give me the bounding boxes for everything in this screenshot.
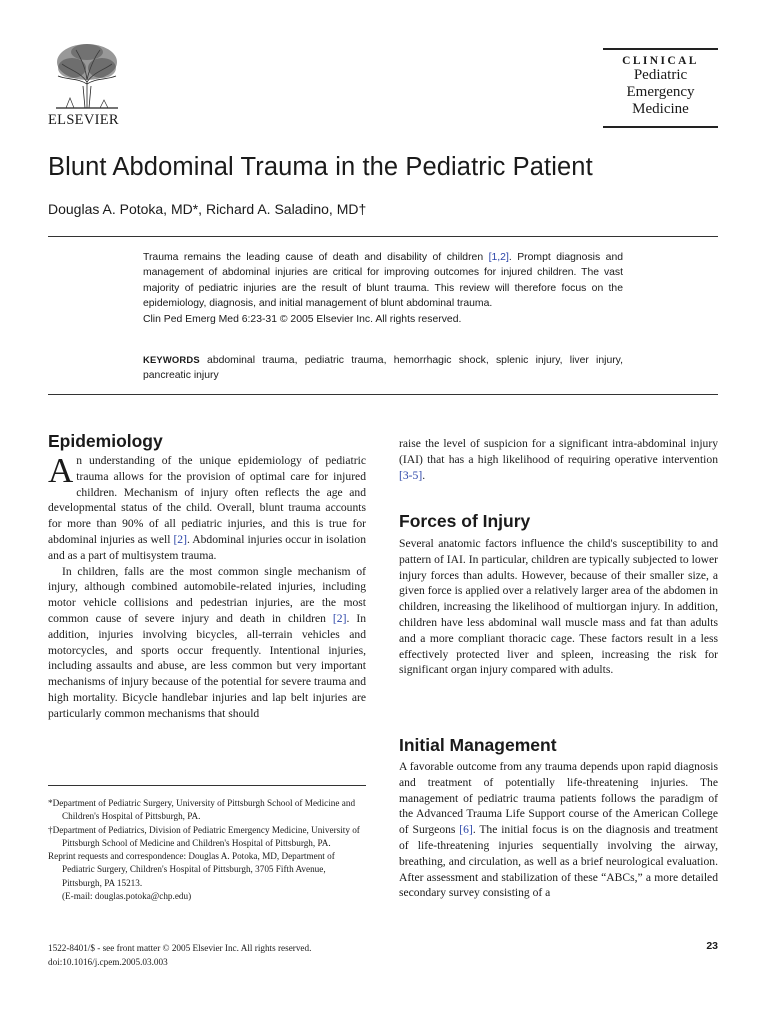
abstract — [143, 250, 623, 327]
citation-link[interactable]: [3-5] — [399, 468, 423, 482]
keywords-text: abdominal trauma, pediatric trauma, hemorrhagic shock, splenic injury, liver injury, pancreatic injury — [143, 355, 623, 382]
section-body-initial-management — [399, 759, 718, 901]
footer-doi: doi:10.1016/j.cpem.2005.03.003 — [48, 957, 168, 967]
paragraph-text: A favorable outcome from any trauma depends upon rapid diagnosis and treatment of potentially life-threatening injuries. The management of pediatric trauma patients follows the paradigm of the Advanced Trauma Life Support course of the American College of Surgeons — [399, 760, 718, 837]
paragraph — [48, 564, 366, 722]
elsevier-logo — [48, 42, 126, 132]
paragraph-text: raise the level of suspicion for a significant intra-abdominal injury (IAI) that has a high likelihood of requiring operative intervention — [399, 437, 718, 466]
journal-logo — [603, 48, 718, 128]
journal-logo-line: Medicine — [632, 101, 689, 117]
footnotes — [48, 797, 366, 903]
paragraph-text: . In addition, injuries involving bicycles, all-terrain vehicles and motorcycles, and sports occur frequently. Intentional injuries, including assaults and abuse, are less common but very important mechanisms of injury because of the potential for severe trauma and high mortality. Bicycle handlebar injuries and lap belt injuries are particularly common mechanisms that should — [48, 611, 366, 720]
paragraph-text: . — [422, 468, 426, 482]
footnote-email: (E-mail: douglas.potoka@chp.edu) — [62, 891, 192, 902]
paragraph-text: . The initial focus is on the diagnosis and treatment of life-threatening injuries sequentially involving the airway, breathing, and circulation, as well as a brief neurological evaluation. After assessment and stabilization of these “ABCs,” a more detailed secondary survey consisting of a — [399, 823, 718, 900]
article-authors: Douglas A. Potoka, MD*, Richard A. Saladino, MD† — [48, 201, 367, 217]
paragraph: Several anatomic factors influence the child's susceptibility to and pattern of IAI. In particular, children are typically subjected to lower injury forces than adults. However, because of their smaller size, a given force is applied over a relatively larger area of the abdomen in children, increasing the likelihood of multiorgan injury. In addition, children have less abdominal wall muscle mass and fat than adults and a more compliant thoracic cage. These factors result in a less effectively protected liver and spleen, increasing the risk for significant organ injury compared with adults. — [399, 537, 718, 677]
citation-link[interactable]: [6] — [459, 823, 473, 837]
footnote: *Department of Pediatric Surgery, University of Pittsburgh School of Medicine and Children's Hospital of Pittsburgh, PA. — [48, 798, 356, 822]
abstract-text-part: . Prompt diagnosis and management of abdominal injuries are critical for improving outcomes for injured children. The vast majority of pediatric injuries are the result of blunt trauma. This review will therefore focus on the epidemiology, diagnosis, and initial management of blunt abdominal trauma. — [143, 252, 624, 310]
citation-link[interactable]: [2] — [332, 611, 347, 625]
journal-logo-line: Emergency — [626, 84, 695, 100]
paragraph — [399, 436, 718, 483]
drop-cap: A — [48, 451, 74, 490]
section-body-forces-of-injury — [399, 536, 718, 678]
abstract-text — [143, 250, 623, 312]
left-column — [48, 431, 366, 722]
paragraph-text: In children, falls are the most common single mechanism of injury, although combined automobile-related injuries, including motor vehicle collisions and pedestrian injuries, are the most common cause of severe injury and death in children — [48, 564, 366, 625]
paragraph — [399, 759, 718, 901]
footnote: †Department of Pediatrics, Division of Pediatric Emergency Medicine, University of Pittsburgh School of Medicine and Children's Hospital of Pittsburgh, PA. — [48, 824, 360, 848]
keywords — [143, 352, 623, 384]
journal-logo-line: Pediatric — [633, 67, 688, 83]
abstract-citation: Clin Ped Emerg Med 6:23-31 © 2005 Elsevier Inc. All rights reserved. — [143, 313, 462, 325]
section-heading-initial-management: Initial Management — [399, 735, 557, 755]
journal-logo-clinical: CLINICAL — [622, 55, 699, 67]
section-body-epidemiology — [48, 453, 366, 722]
footer-issn: 1522-8401/$ - see front matter © 2005 Elsevier Inc. All rights reserved. — [48, 943, 312, 953]
page-footer — [48, 941, 311, 969]
abstract-text-part: Trauma remains the leading cause of death and disability of children — [143, 252, 489, 263]
elsevier-tree-icon — [52, 42, 122, 110]
paragraph — [48, 453, 366, 564]
footnote: Reprint requests and correspondence: Douglas A. Potoka, MD, Department of Pediatric Surgery, Children's Hospital of Pittsburgh, 3705 Fifth Avenue, Pittsburgh, PA 15213. — [48, 851, 335, 888]
section-heading-epidemiology: Epidemiology — [48, 431, 163, 451]
footnote-divider — [48, 785, 366, 786]
paragraph-text: n understanding of the unique epidemiology of pediatric trauma allows for the provision of optimal care for injured children. Mechanism of injury often reflects the age and developmental status of the child. Overall, blunt trauma accounts for more than 90% of all pediatric injuries, and this is true for abdominal injuries as well — [48, 454, 366, 546]
paragraph-text: . Abdominal injuries occur in isolation and as a part of multisystem trauma. — [48, 532, 366, 562]
right-column-continuation — [399, 436, 718, 483]
abstract-divider-top — [48, 236, 718, 237]
publisher-name: ELSEVIER — [48, 112, 119, 128]
citation-link[interactable]: [2] — [173, 532, 187, 546]
section-heading-forces-of-injury: Forces of Injury — [399, 511, 531, 531]
citation-link[interactable]: [1,2] — [488, 252, 509, 263]
abstract-divider-bottom — [48, 394, 718, 395]
page-number: 23 — [706, 940, 718, 952]
article-title: Blunt Abdominal Trauma in the Pediatric Patient — [48, 153, 593, 181]
keywords-label: KEYWORDS — [143, 354, 200, 365]
